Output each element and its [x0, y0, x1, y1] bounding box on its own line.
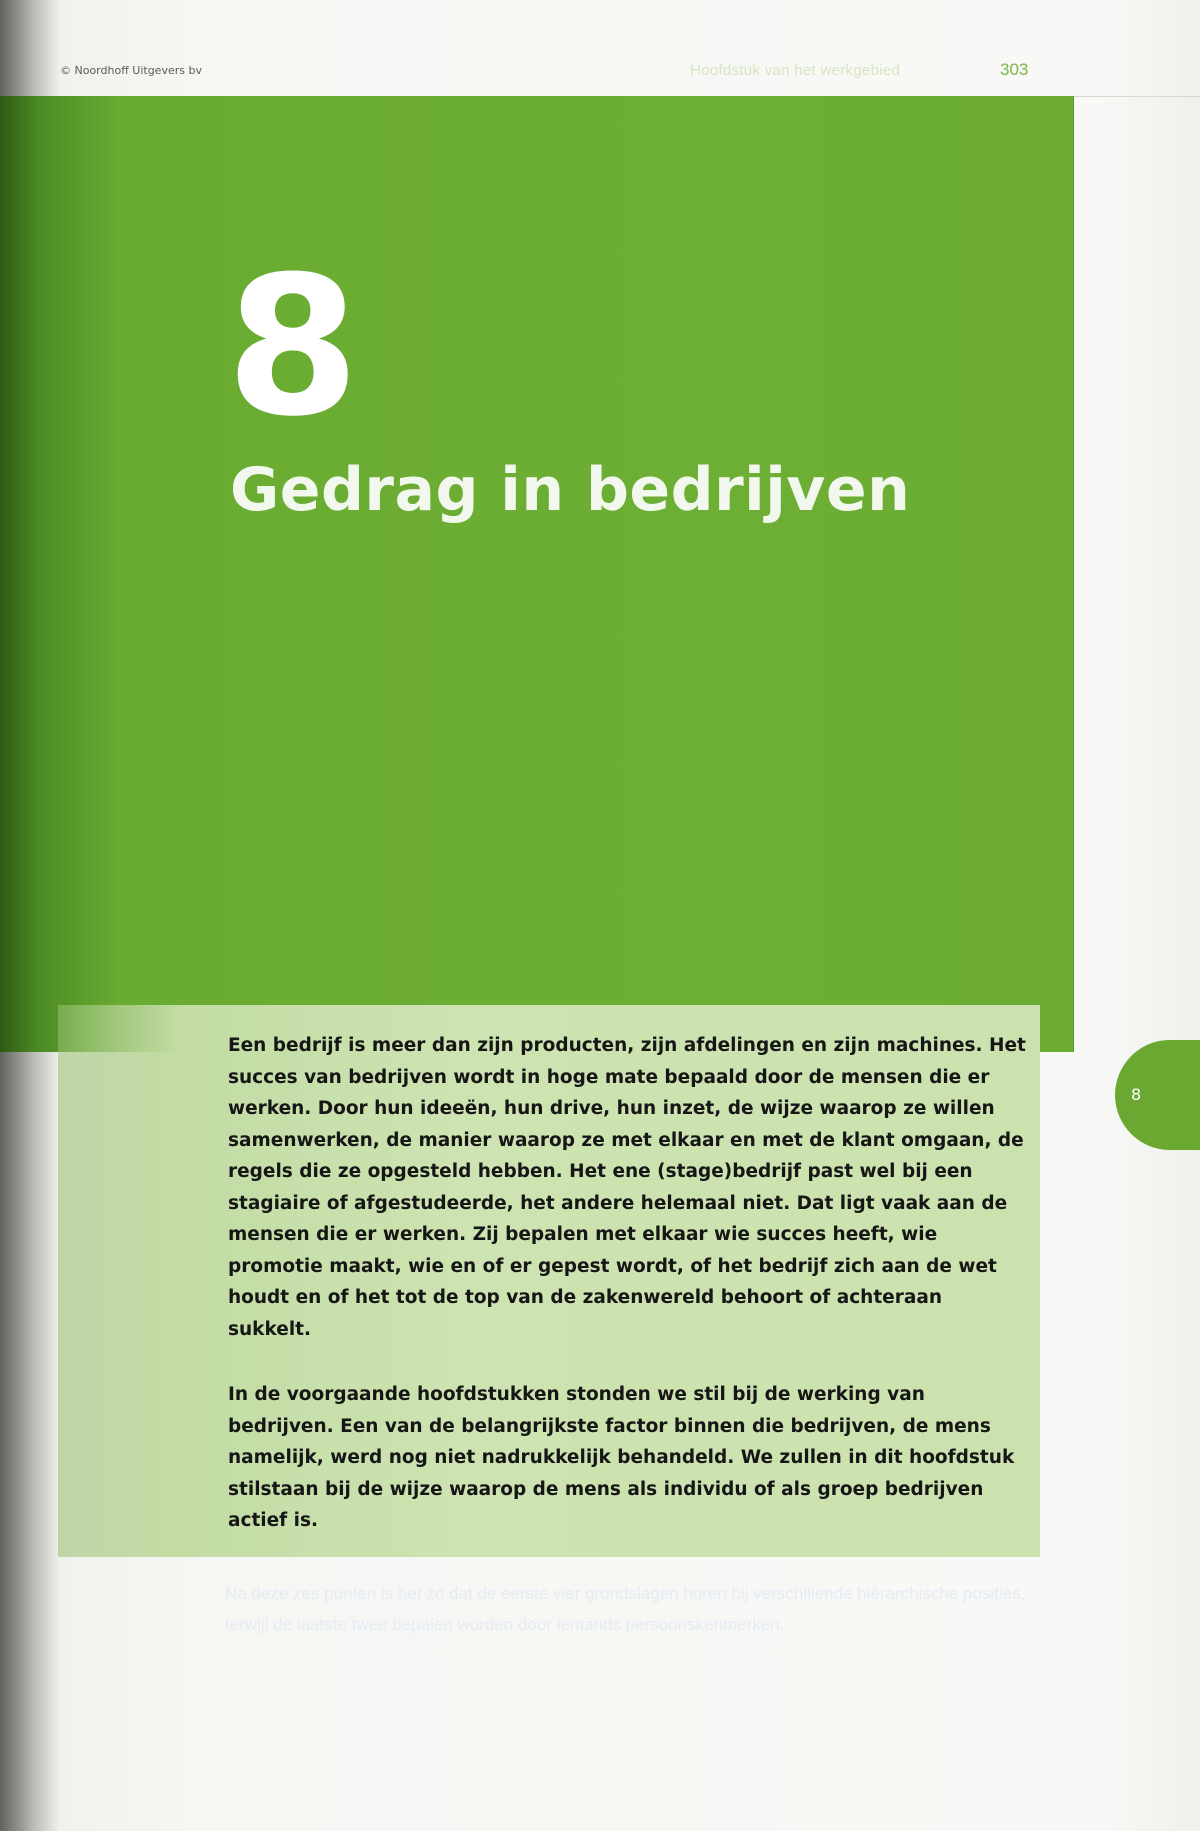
page-number: 303 [1000, 60, 1029, 79]
intro-paragraph: In de voorgaande hoofdstukken stonden we stil bij de werking van bedrijven. Een van de belangrijkste factor binnen die bedrijven, de mens namelijk, werd nog niet nadrukkelijk behandeld. We zullen in dit hoofdstuk stilstaan bij de wijze waarop de mens als individu of als groep bedrijven actief is. [228, 1384, 1015, 1531]
page-header [0, 60, 1200, 84]
chapter-number: 8 [226, 236, 360, 459]
chapter-title: Gedrag in bedrijven [230, 455, 911, 525]
intro-paragraph: Een bedrijf is meer dan zijn producten, zijn afdelingen en zijn machines. Het succes van bedrijven wordt in hoge mate bepaald door de mensen die er werken. Door hun ideeën, hun drive, hun inzet, de wijze waarop ze willen samenwerken, de manier waarop ze met elkaar en met de klant omgaan, de regels die ze opgesteld hebben. Het ene (stage)bedrijf past wel bij een stagiaire of afgestudeerde, het andere helemaal niet. Dat ligt vaak aan de mensen die er werken. Zij bepalen met elkaar wie succes heeft, wie promotie maakt, wie en of er gepest wordt, of het bedrijf zich aan de wet houdt en of het tot de top van de zakenwereld behoort of achteraan sukkelt. [228, 1035, 1026, 1340]
running-title: Hoofdstuk van het werkgebied [690, 62, 901, 79]
chapter-banner [0, 96, 1074, 1052]
header-rule [1074, 96, 1200, 97]
publisher-credit: © Noordhoff Uitgevers bv [60, 64, 202, 77]
chapter-tab[interactable] [1115, 1040, 1200, 1150]
show-through-text: Na deze zes punten is het zo dat de eerste vier grondslagen horen bij verschillende hiërarchische posities, terwijl de laatste twee bepalen worden door iemands persoonskenmerken. [225, 1584, 1026, 1634]
chapter-tab-label: 8 [1131, 1085, 1142, 1104]
intro-text [228, 1030, 1028, 1571]
